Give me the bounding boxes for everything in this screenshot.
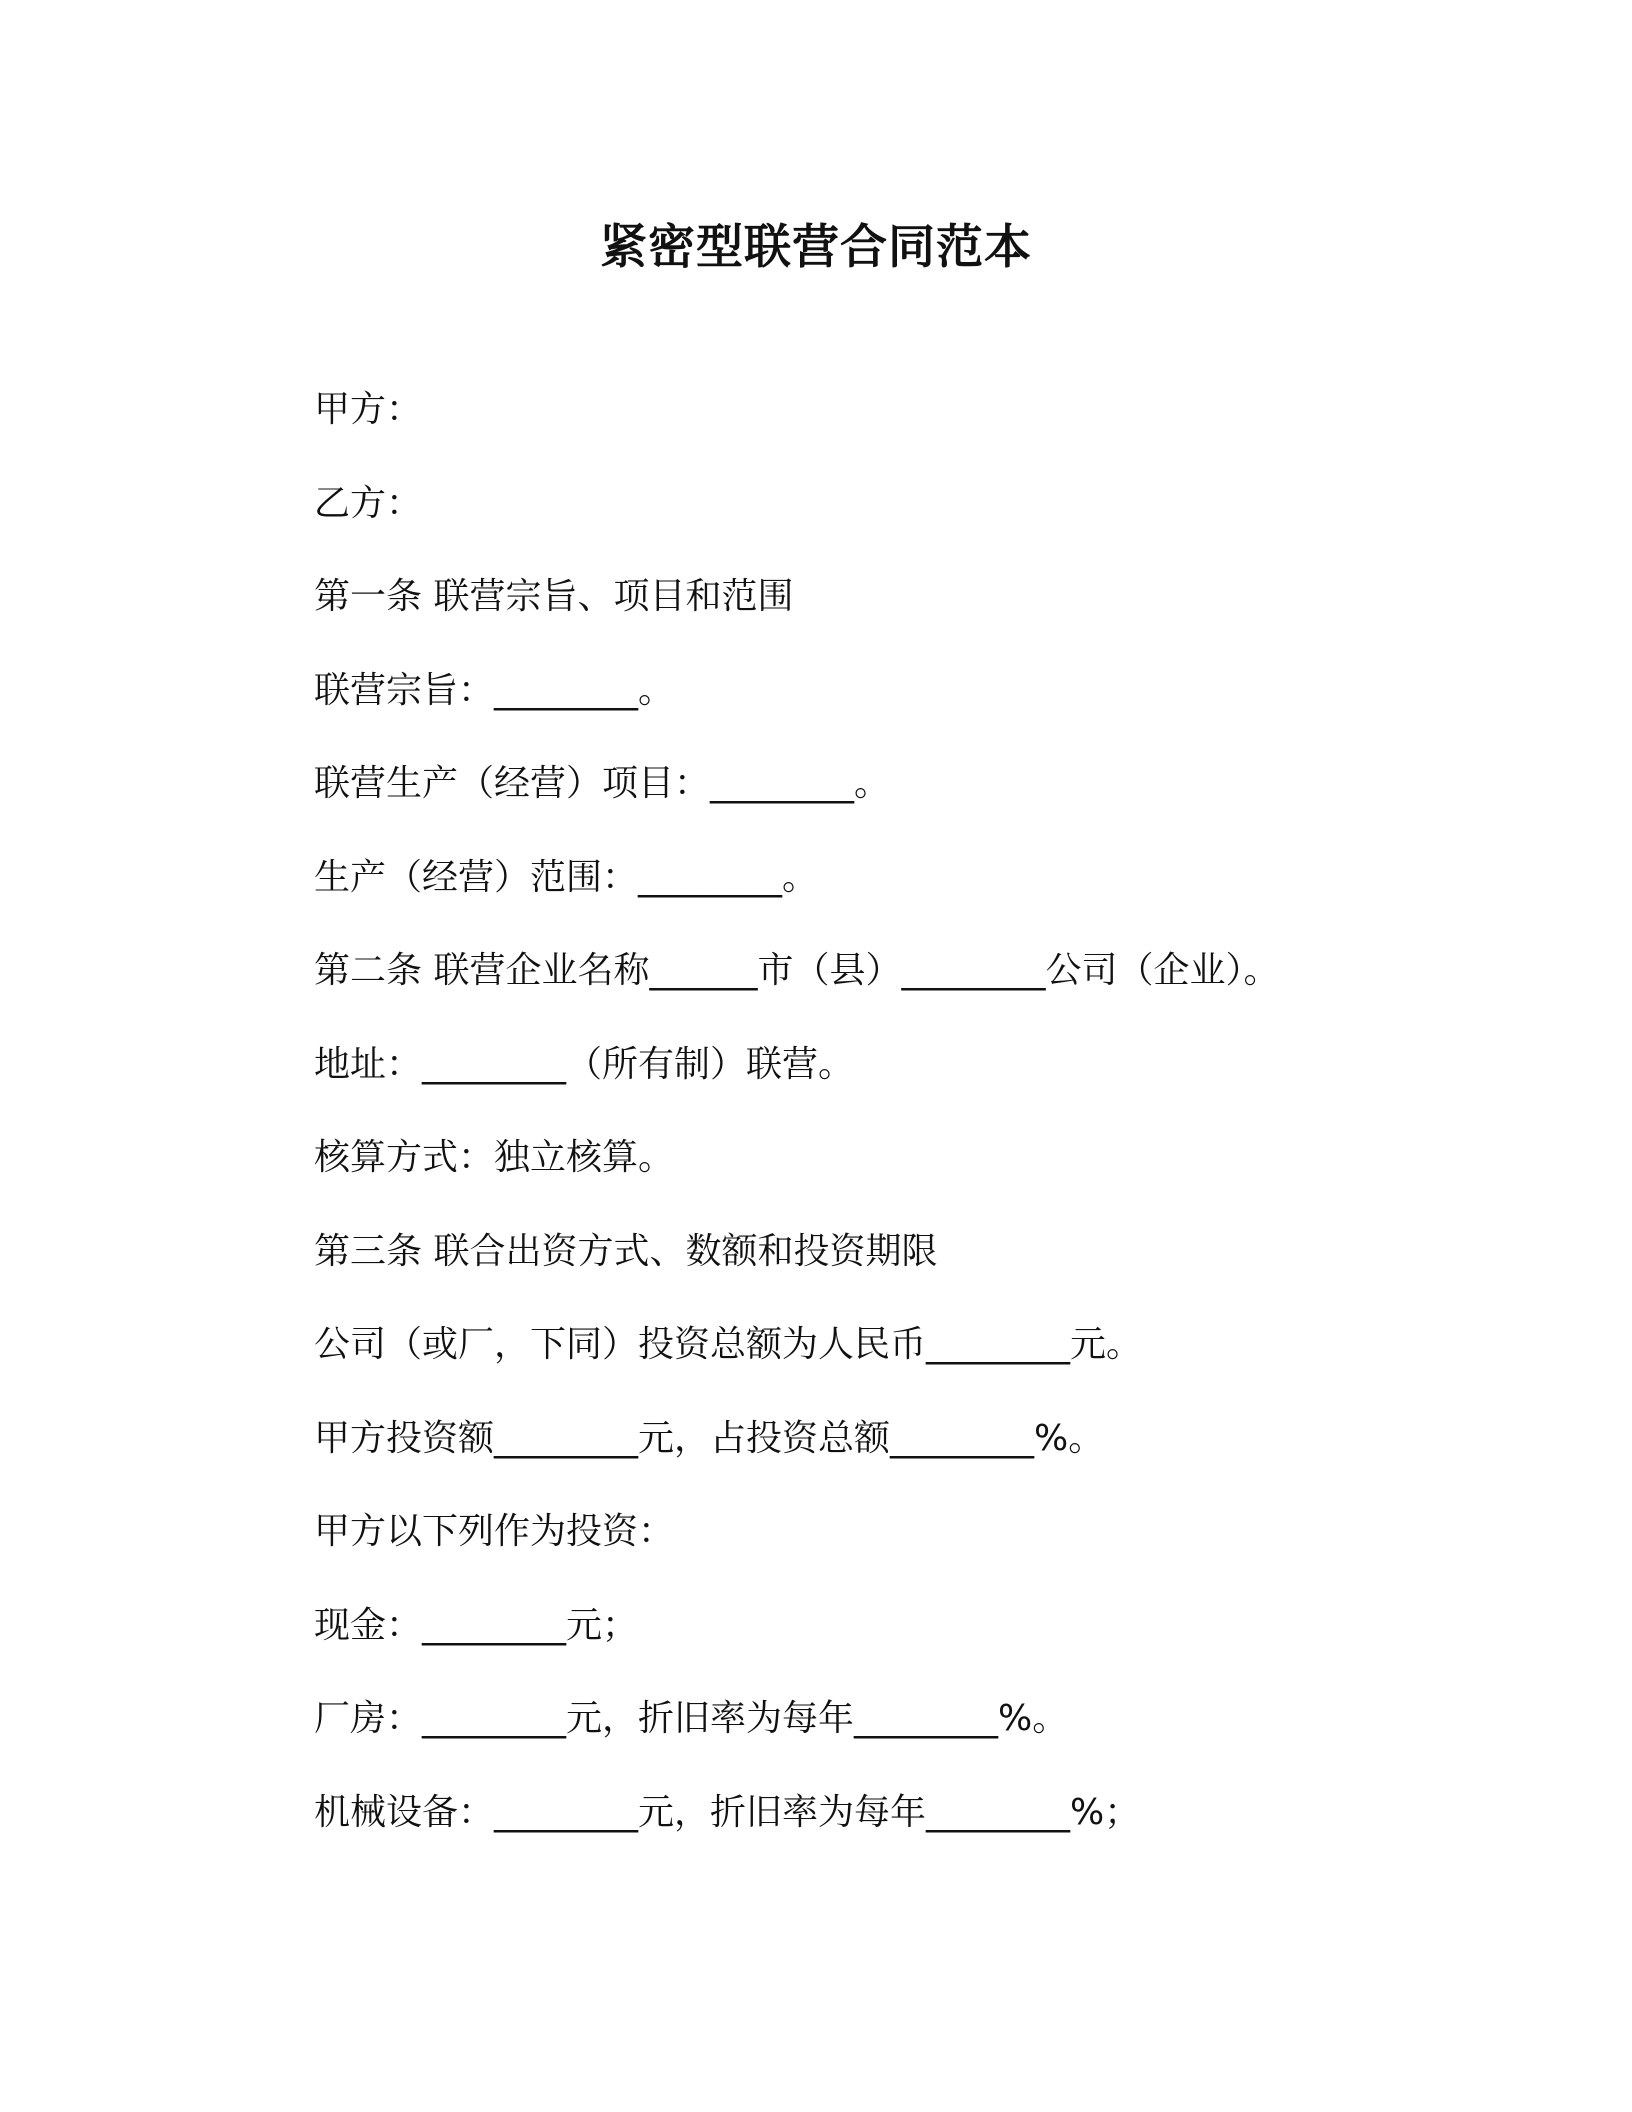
- article-2-name-line: 第二条 联营企业名称______市（县）________公司（企业）。: [314, 950, 1280, 991]
- article-3-heading: 第三条 联合出资方式、数额和投资期限: [314, 1230, 938, 1272]
- party-b-line: 乙方：: [314, 482, 423, 524]
- document-title: 紧密型联营合同范本: [600, 220, 1032, 275]
- project-line: 联营生产（经营）项目：________。: [314, 763, 891, 804]
- party-a-investment-line: 甲方投资额________元，占投资总额________%。: [314, 1417, 1105, 1459]
- contract-body: [314, 382, 1514, 1878]
- party-a-line: 甲方：: [314, 389, 423, 430]
- purpose-line: 联营宗旨：________。: [314, 669, 675, 711]
- address-line: 地址：________（所有制）联营。: [314, 1043, 855, 1085]
- total-investment-line: 公司（或厂，下同）投资总额为人民币________元。: [314, 1324, 1143, 1365]
- accounting-line: 核算方式：独立核算。: [314, 1137, 675, 1178]
- building-line: 厂房：________元，折旧率为每年________%。: [314, 1698, 1069, 1739]
- scope-line: 生产（经营）范围：________。: [314, 856, 819, 898]
- article-1-heading: 第一条 联营宗旨、项目和范围: [314, 576, 794, 617]
- equipment-line: 机械设备：________元，折旧率为每年________%；: [314, 1791, 1141, 1833]
- party-a-investment-intro: 甲方以下列作为投资：: [314, 1511, 675, 1552]
- cash-line: 现金：________元；: [314, 1604, 639, 1646]
